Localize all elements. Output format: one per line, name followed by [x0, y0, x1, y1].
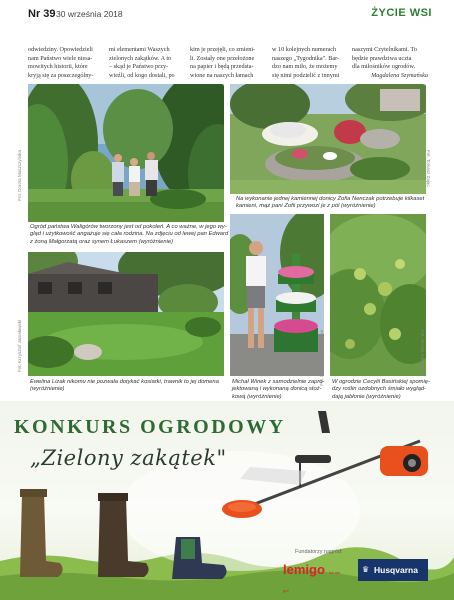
photo-michal-winek	[230, 214, 324, 376]
text-line: naszymi Czytelnikami. To	[352, 46, 417, 53]
sponsors-label: Fundatorzy nagród:	[295, 549, 343, 555]
text-line: odwiedziny. Opowiedzieli	[28, 46, 93, 53]
lemigo-logo	[283, 561, 345, 593]
text-line: mowitych historii, które	[28, 63, 88, 71]
article-column-5	[352, 46, 428, 80]
photo-credit: Fot. Krzysztof Jarosławski	[17, 320, 22, 373]
photo-caption-2	[236, 196, 432, 211]
text-line: dzo nam miło, że możemy	[272, 63, 338, 71]
caption-line: kową (wyróżnienie)	[232, 393, 282, 400]
text-line: dla miłośników ogrodów.	[352, 63, 416, 71]
caption-line: W ogrodzie Cecylii Basińskiej spomię-	[332, 379, 430, 385]
caption-line: Na wykonanie jednej kamiennej donicy Zofia Nenczak potrzebuje kilkaset	[236, 196, 425, 202]
banner-subtitle: „Zielony zakątek"	[30, 446, 227, 470]
caption-line: gląd i użytkowość angażuje się cała rodzina. Na zdjęciu od lewej pan Edward	[30, 231, 229, 238]
text-line: się nimi podzielić z innymi	[272, 71, 340, 79]
caption-line: jektowaną i wykonaną donicą stoż-	[232, 386, 322, 393]
caption-line: z żoną Małgorzatą oraz synem Łukaszem (wyróżnienie)	[30, 238, 174, 245]
caption-line: Michał Winek z samodzielnie zapro-	[232, 379, 325, 385]
text-line: zielonych zakątków. A to	[109, 54, 172, 62]
lemigo-wordmark: lemigo	[283, 562, 325, 577]
page-header	[0, 0, 454, 26]
photo-credit: Fot. Dorota Kotłowska	[420, 330, 425, 375]
husqvarna-crown-icon: ♛	[362, 565, 370, 574]
text-line: li. Zostały one przełożone	[190, 54, 255, 62]
text-line: będzie prawdziwa uczta	[352, 54, 412, 62]
photo-caption-4	[232, 379, 328, 401]
issue-number: Nr 39	[28, 8, 56, 20]
text-line: wione na naszych łamach	[190, 71, 254, 79]
caption-line: dają jabłonie (wyróżnienie)	[332, 393, 401, 400]
photo-apple-tree	[330, 214, 426, 376]
banner-title: KONKURS OGRODOWY	[14, 416, 286, 438]
article-column-2	[109, 46, 188, 80]
text-line: – skąd je Państwo przy-	[109, 63, 169, 71]
issue-date: 30 września 2018	[56, 9, 123, 19]
photo-credit: Fot. Tomasz Zając	[426, 150, 431, 187]
photo-caption-1	[30, 224, 230, 246]
author-signature: Magdalena Szymańska	[371, 71, 428, 79]
text-line: kim je przejęli, co zmieni-	[190, 46, 256, 53]
photo-waligora-family	[28, 84, 224, 222]
photo-credit: Fot. Magdalena Szymańska	[319, 330, 324, 386]
photo-stone-planters	[230, 84, 426, 194]
magazine-brand: ŻYCIE WSI	[371, 7, 432, 19]
text-line: naszego „Tygodnika". Bar-	[272, 54, 340, 62]
caption-line: kamieni, mąż pani Zofii przywozi je z pól (wyróżnienie)	[236, 203, 376, 210]
text-line: kryją się za poszczególny-	[28, 71, 94, 79]
text-line: wieźli, od kogo dostali, po	[109, 71, 175, 79]
lemigo-tagline: let me go!	[283, 570, 341, 593]
article-column-4	[272, 46, 350, 80]
photo-credit: Fot. Dorota Maszczyńska	[17, 150, 22, 201]
article-column-3	[190, 46, 270, 80]
caption-line: dzy roślin ozdobnych śmiało wygląd-	[332, 386, 427, 393]
text-line: w 10 kolejnych numerach	[272, 46, 337, 53]
photo-caption-3	[30, 379, 230, 394]
article-column-1	[28, 46, 108, 80]
husqvarna-wordmark: Husqvarna	[374, 565, 418, 575]
caption-line: Ogród państwa Waligórów tworzony jest od pokoleń. A co ważne, w jego wy-	[30, 224, 227, 230]
caption-line: Ewelina Lizak nikomu nie pozwala dotykać kosiarki, trawnik to jej domena	[30, 379, 219, 385]
husqvarna-logo	[358, 559, 428, 581]
caption-line: (wyróżnienie)	[30, 386, 65, 393]
text-line: nam Państwo wiele niesa-	[28, 54, 93, 62]
photo-caption-5	[332, 379, 430, 401]
text-line: na papier i będą przedsta-	[190, 63, 254, 71]
photo-lawn-house	[28, 252, 224, 376]
text-line: mi elementami Waszych	[109, 46, 170, 53]
